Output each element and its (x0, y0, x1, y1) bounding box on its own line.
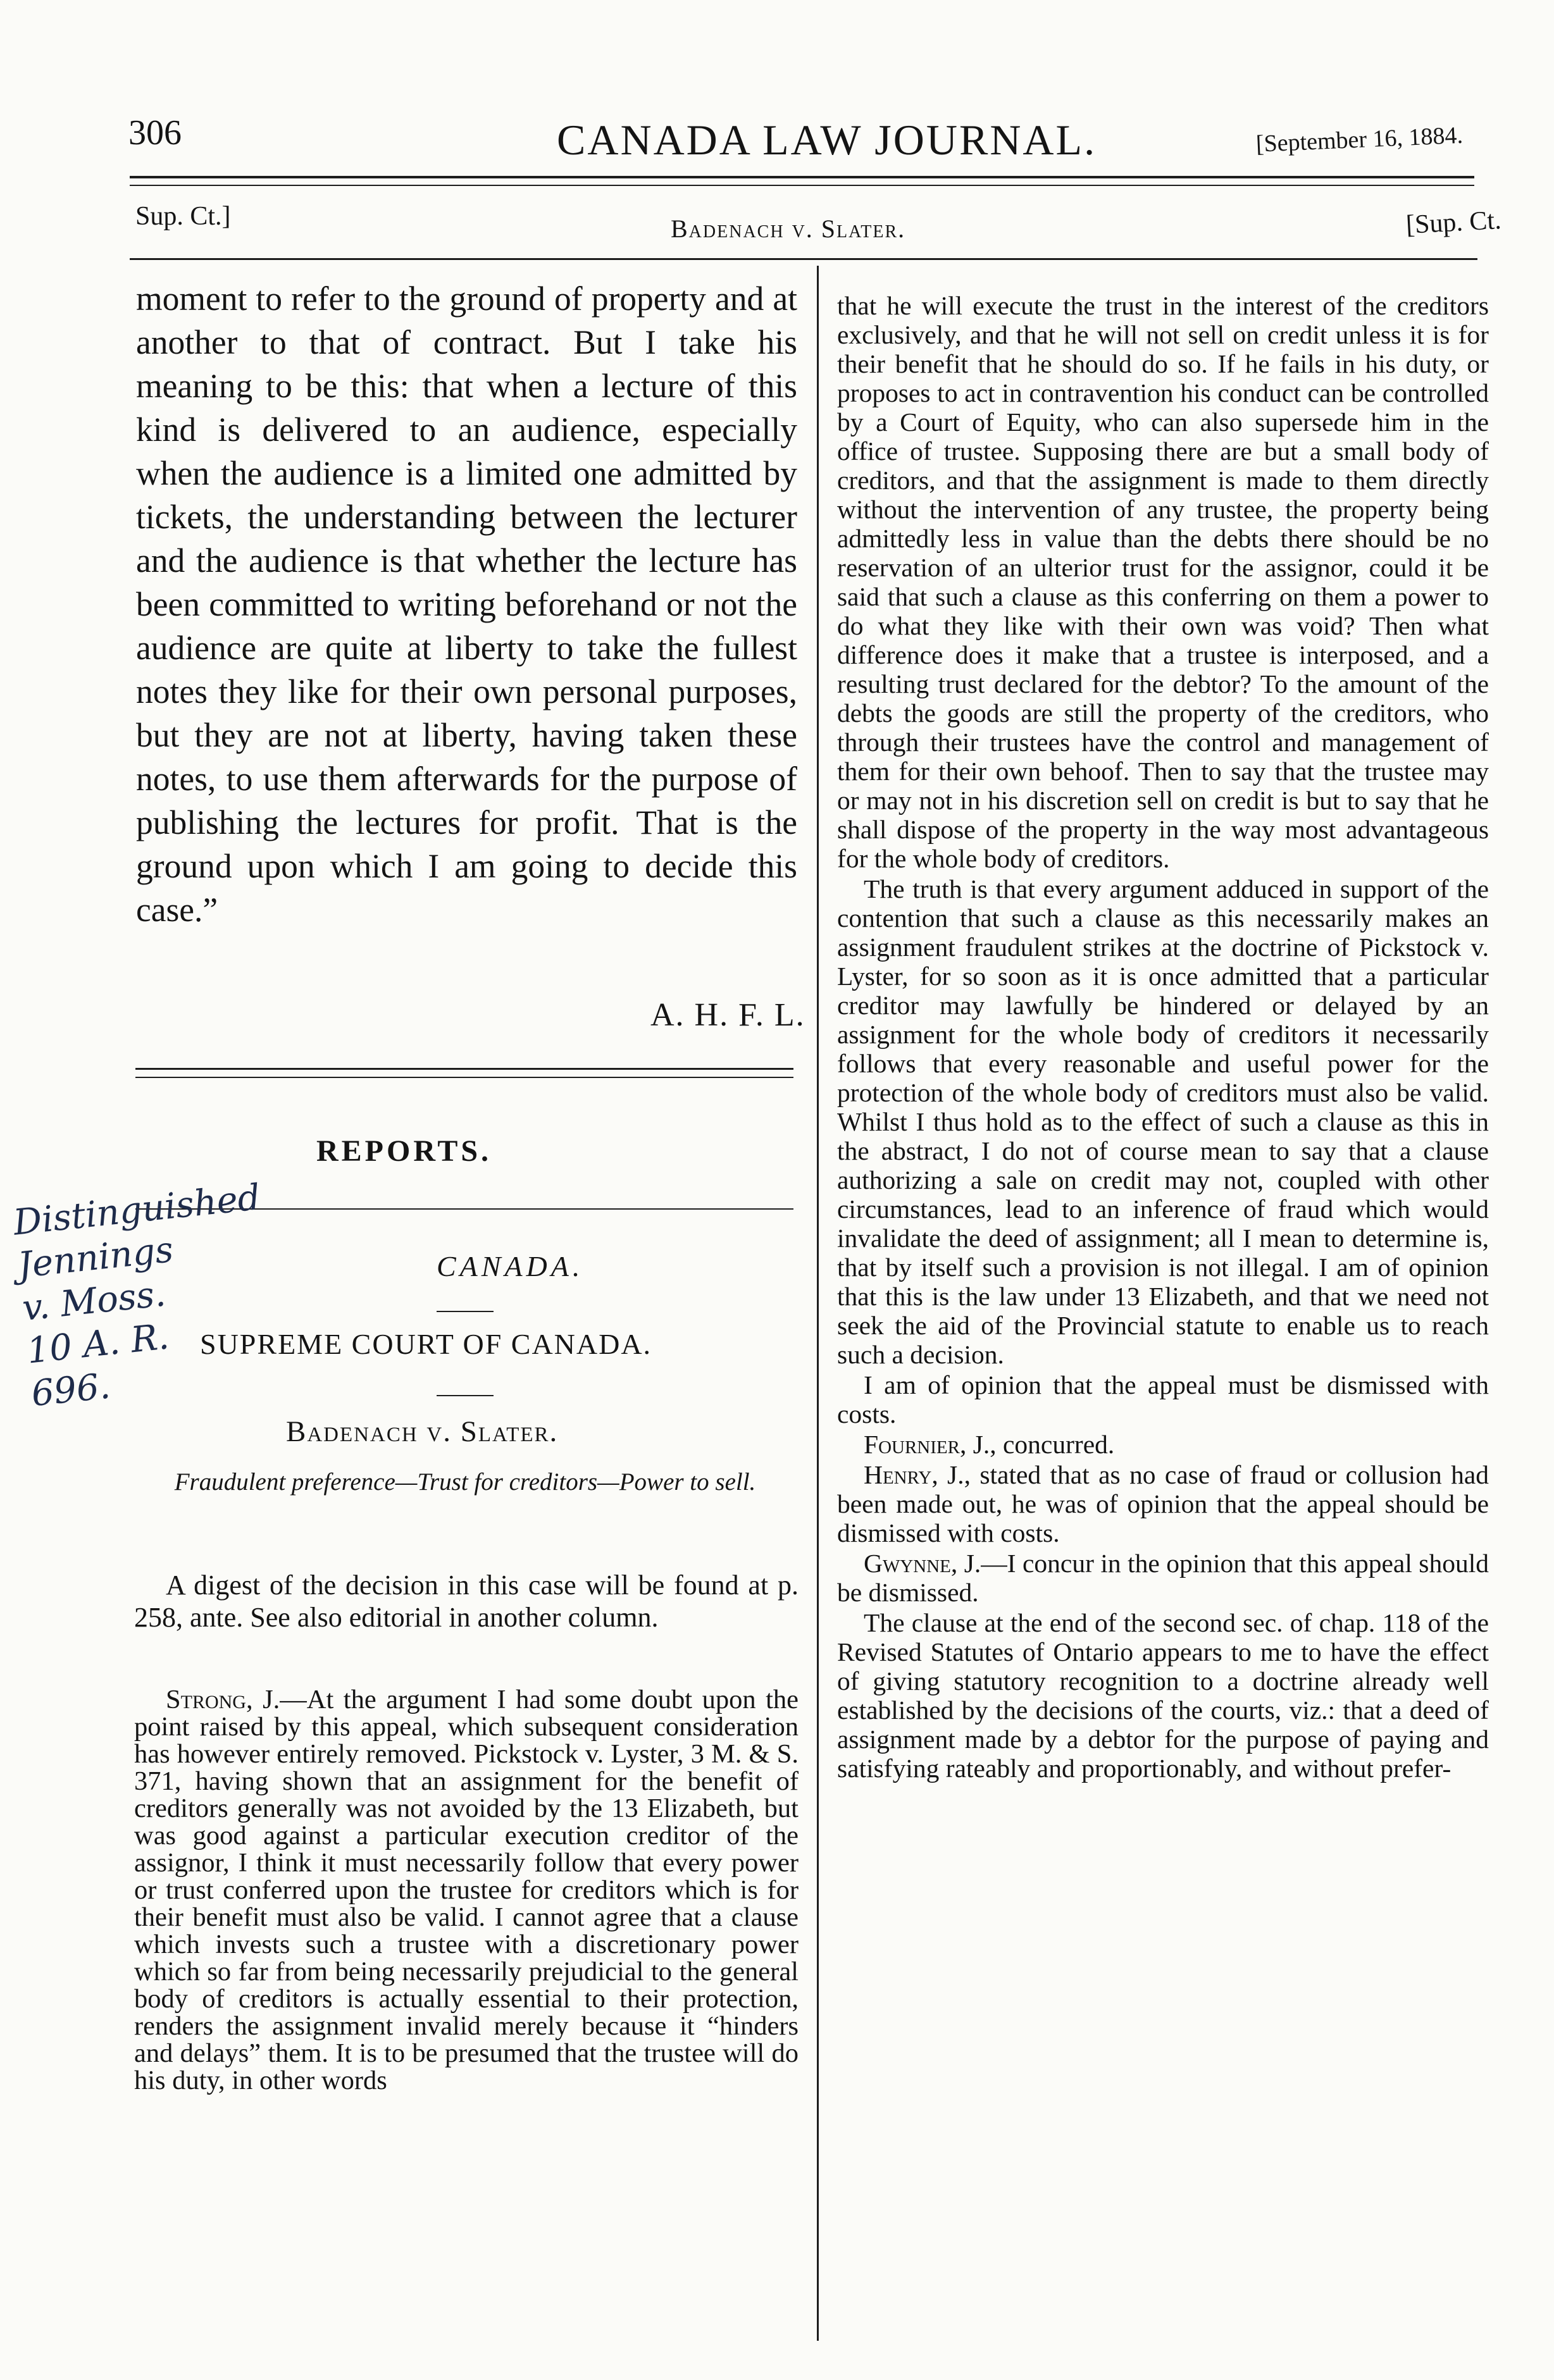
left-column (136, 277, 797, 932)
right-paragraph-3: I am of opinion that the appeal must be dismissed with costs. (837, 1370, 1489, 1429)
subheader-rule (130, 258, 1477, 260)
right-paragraph-last: The clause at the end of the second sec. of chap. 118 of the Revised Statutes of Ontario appears to me to have the effect of giving statutory recognition to a doctrine already well established by the decisions of the courts, viz.: that a deed of assignment made by a debtor for the purpose of paying and satisfying rateably and proportionably, and without prefer- (837, 1608, 1489, 1783)
section-heading: REPORTS. (316, 1134, 492, 1168)
column-divider (817, 266, 819, 2341)
margin-note-line: Distinguished (11, 1177, 263, 1244)
quoted-passage: moment to refer to the ground of property and at another to that of contract. But I take his meaning to be this: that when a lecture of this kind is delivered to an audience, especially when the audience is a limited one admitted by tickets, the understanding between the lecturer and the audience is that whether the lecture has been committed to writing beforehand or not the audience are quite at liberty to take the fullest notes they like for their own personal purposes, but they are not at liberty, having taken these notes, to use them afterwards for the purpose of publishing the lectures for profit. That is the ground upon which I am going to decide this case.” (136, 280, 797, 929)
judge-name: Strong, J. (166, 1685, 280, 1714)
section-rule-2 (135, 1077, 793, 1078)
right-paragraph-1: that he will execute the trust in the interest of the creditors exclusively, and that he will not sell on credit unless it is for their benefit that he should do so. If he fails in his duty, or proposes to act in contravention his conduct can be controlled by a Court of Equity, who can also supersede him in the office of trustee. Supposing there are but a small body of creditors, and that the assignment is made to them directly without the intervention of any trustee, the property being admittedly less in value than the debts there should be no reservation of an ulterior trust for the assignor, could it be said that such a clause as this conferring on them a power to do what they like with their own was void? Then what difference does it make that a trustee is interposed, and a resulting trust declared for the debtor? To the amount of the debts the goods are still the property of the creditors, who through their trustees have the control and management of them for their own behoof. Then to say that the trustee may or may not in his discretion sell on credit is but to say that he shall dispose of the property in the way most advantageous for the whole body of creditors. (837, 291, 1489, 873)
right-paragraph-2: The truth is that every argument adduced in support of the contention that such a clause as this necessarily makes an assignment fraudulent strikes at the doctrine of Pickstock v. Lyster, for so soon as it is once admitted that a particular creditor may lawfully be hindered or delayed by an assignment for the whole body of creditors it necessarily follows that every reasonable and useful power for the protection of the whole body of creditors must also be valid. Whilst I thus hold as to the effect of such a clause as this in the abstract, I do not of course mean to say that a clause authorizing a sale on credit may not, coupled with other circumstances, lead to an inference of fraud which would invalidate the deed of assignment; all I mean to determine is, that by itself such a provision is not illegal. I am of opinion that this is the law under 13 Elizabeth, and that we need not seek the aid of the Provincial statute to enable us to reach such a decision. (837, 874, 1489, 1369)
henry-paragraph (837, 1460, 1489, 1547)
margin-note-line: 10 A. R. (25, 1316, 171, 1372)
judge-text: —I concur in the opinion that this appeal should be dismissed. (837, 1549, 1489, 1607)
fournier-paragraph (837, 1430, 1489, 1459)
author-signature: A. H. F. L. (650, 997, 805, 1033)
header-rule-bottom (130, 185, 1474, 186)
gwynne-paragraph (837, 1549, 1489, 1607)
right-column (837, 291, 1489, 1784)
court-tag-left: Sup. Ct.] (135, 202, 231, 231)
running-case-header: Badenach v. Slater. (671, 214, 906, 243)
judge-name: Fournier, J. (864, 1430, 990, 1459)
header-rule-top (130, 176, 1474, 178)
judgment-paragraph (134, 1686, 799, 2094)
page-number: 306 (128, 113, 182, 152)
judge-name: Henry, J. (864, 1460, 964, 1489)
margin-note-line: Jennings (16, 1229, 175, 1287)
court-heading: SUPREME COURT OF CANADA. (200, 1328, 652, 1360)
section-rule-1 (135, 1068, 793, 1070)
case-title: Badenach v. Slater. (286, 1415, 559, 1448)
headnote: Fraudulent preference—Trust for creditors—Power to sell. (174, 1468, 756, 1496)
margin-note-line: v. Moss. (20, 1273, 168, 1329)
judge-text: , stated that as no case of fraud or collusion had been made out, he was of opinion that the appeal should be dismissed with costs. (837, 1460, 1489, 1547)
jurisdiction-heading: CANADA. (437, 1250, 584, 1282)
handwritten-margin-note (11, 1177, 263, 1417)
journal-title: CANADA LAW JOURNAL. (557, 116, 1097, 164)
margin-note-line: 696. (29, 1365, 113, 1415)
judgment-text: —At the argument I had some doubt upon the point raised by this appeal, which subsequent consideration has however entirely removed. Pickstock v. Lyster, 3 M. & S. 371, having shown that an assignment for the benefit of creditors generally was not avoided by the 13 Elizabeth, but was good against a particular execution creditor of the assignor, I think it must necessarily follow that every power or trust conferred upon the trustee for creditors which is for their benefit must also be valid. I cannot agree that a clause which invests such a trustee with a discretionary power which so far from being necessarily prejudicial to the general body of creditors is actually essential to their protection, renders the assignment invalid merely because it “hinders and delays” them. It is to be presumed that the trustee will do his duty, in other words (134, 1685, 799, 2095)
judge-text: , concurred. (990, 1430, 1115, 1459)
digest-paragraph: A digest of the decision in this case will be found at p. 258, ante. See also editorial in another column. (134, 1570, 799, 1633)
judge-name: Gwynne, J. (864, 1549, 981, 1578)
short-rule-1 (437, 1311, 494, 1312)
short-rule-2 (437, 1395, 494, 1396)
court-tag-right: [Sup. Ct. (1405, 206, 1502, 240)
issue-date: [September 16, 1884. (1255, 121, 1464, 158)
